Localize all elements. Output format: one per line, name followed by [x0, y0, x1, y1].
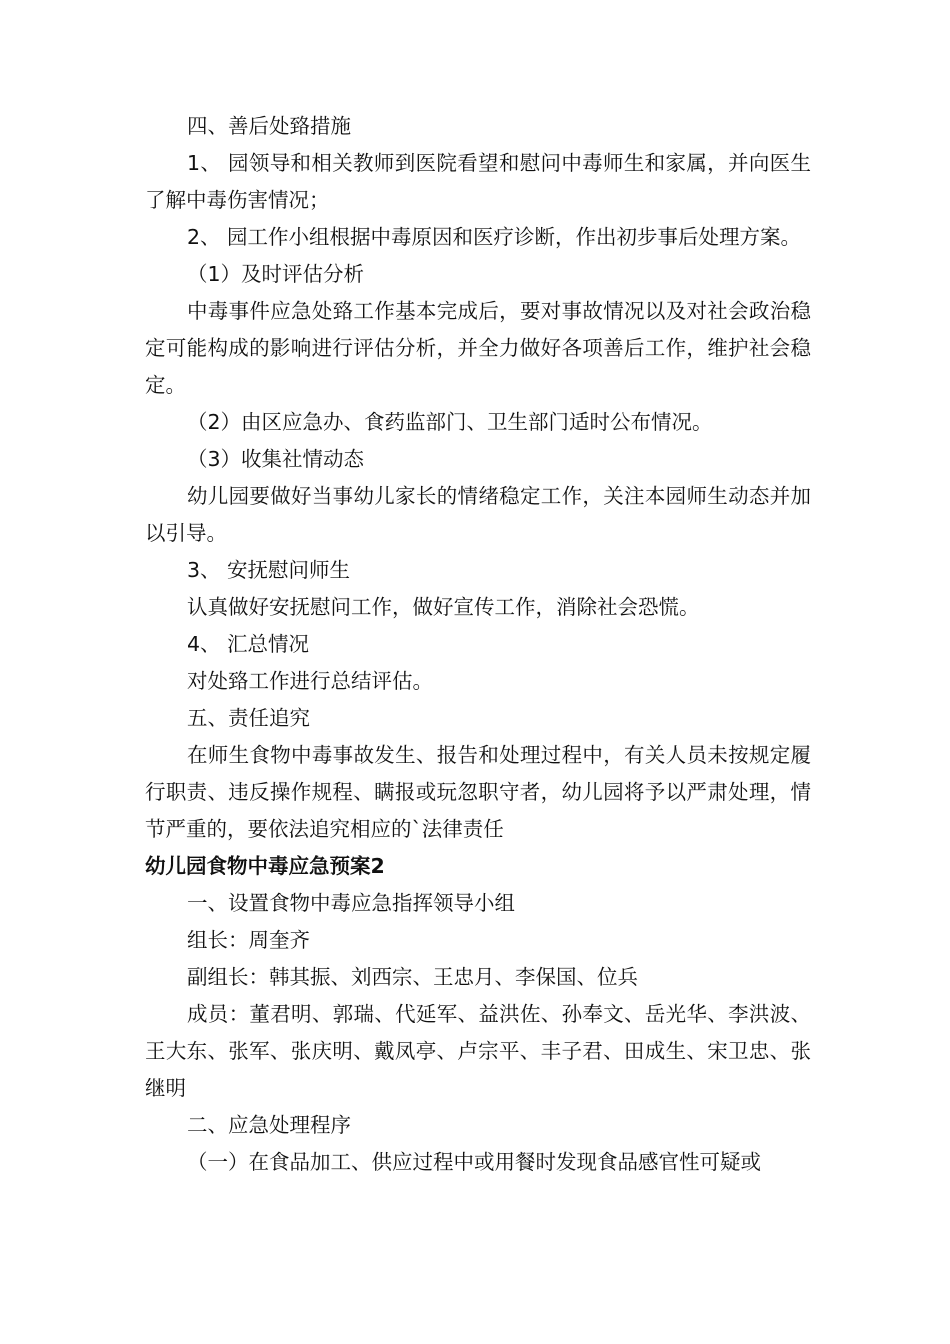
paragraph: （2）由区应急办、食药监部门、卫生部门适时公布情况。 [187, 410, 713, 434]
paragraph: 副组长：韩其振、刘西宗、王忠月、李保国、位兵 [187, 965, 638, 989]
paragraph: 4、 汇总情况 [187, 632, 310, 656]
paragraph: 幼儿园要做好当事幼儿家长的情绪稳定工作，关注本园师生动态并加以引导。 [145, 484, 811, 545]
section-heading-aftercare: 四、善后处臵措施 [187, 114, 351, 138]
paragraph: 认真做好安抚慰问工作，做好宣传工作，消除社会恐慌。 [187, 595, 700, 619]
document-section-title: 幼儿园食物中毒应急预案2 [145, 854, 385, 878]
paragraph: 成员：董君明、郭瑞、代延军、益洪佐、孙奉文、岳光华、李洪波、王大东、张军、张庆明、戴凤亭、卢宗平、丰子君、田成生、宋卫忠、张继明 [145, 1002, 811, 1100]
paragraph: 在师生食物中毒事故发生、报告和处理过程中，有关人员未按规定履行职责、违反操作规程、瞒报或玩忽职守者，幼儿园将予以严肃处理，情节严重的，要依法追究相应的`法律责任 [145, 743, 811, 841]
paragraph: 组长：周奎齐 [187, 928, 310, 952]
paragraph: 1、 园领导和相关教师到医院看望和慰问中毒师生和家属，并向医生了解中毒伤害情况； [145, 151, 811, 212]
paragraph: （1）及时评估分析 [187, 262, 365, 286]
section-heading-command-group: 一、设置食物中毒应急指挥领导小组 [187, 891, 515, 915]
paragraph: 对处臵工作进行总结评估。 [187, 669, 433, 693]
section-heading-accountability: 五、责任追究 [187, 706, 310, 730]
paragraph: 3、 安抚慰问师生 [187, 558, 351, 582]
paragraph: 中毒事件应急处臵工作基本完成后，要对事故情况以及对社会政治稳定可能构成的影响进行评估分析，并全力做好各项善后工作，维护社会稳定。 [145, 299, 811, 397]
paragraph: 2、 园工作小组根据中毒原因和医疗诊断，作出初步事后处理方案。 [187, 225, 802, 249]
paragraph: （一）在食品加工、供应过程中或用餐时发现食品感官性可疑或 [187, 1150, 761, 1174]
document-body [145, 108, 811, 1181]
paragraph: （3）收集社情动态 [187, 447, 365, 471]
section-heading-procedure: 二、应急处理程序 [187, 1113, 351, 1137]
